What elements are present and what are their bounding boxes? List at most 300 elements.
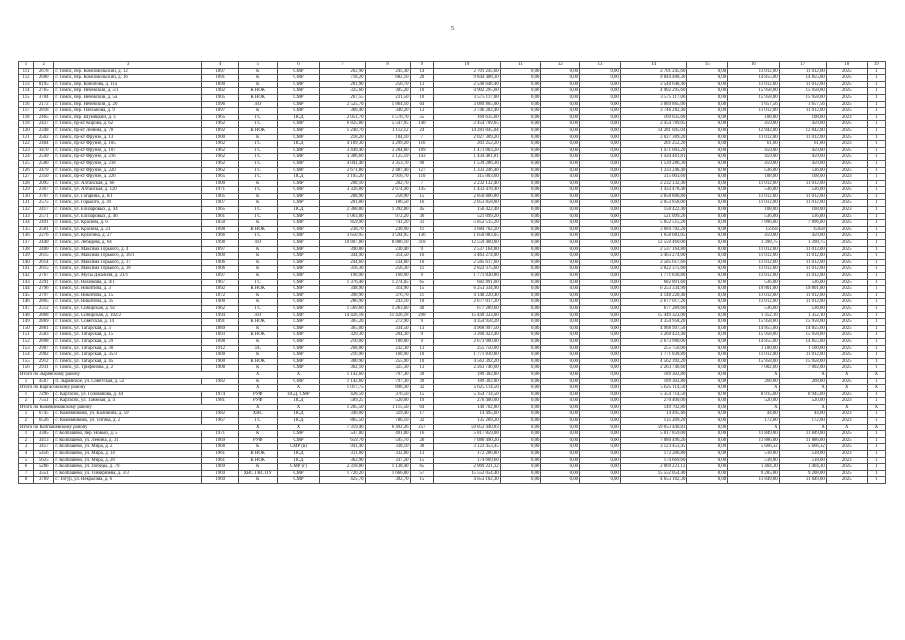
table-cell: 1965: [202, 207, 238, 214]
table-cell: 0,00: [541, 299, 580, 306]
table-cell: 6 253 334,90: [434, 286, 501, 293]
table-cell: ЛО: [238, 312, 277, 319]
table-cell: 0,00: [687, 378, 728, 385]
table-cell: 0,00: [500, 226, 541, 233]
table-cell: 0,00: [500, 391, 541, 398]
table-cell: 111: [19, 68, 34, 75]
table-cell: г. Колпашево, ул. Мира, д. 2: [54, 444, 202, 451]
table-cell: 0,00: [541, 398, 580, 405]
table-cell: 0,00: [687, 127, 728, 134]
table-cell: г. Томск, пер. Нечевский, д. 20: [54, 101, 202, 108]
table-cell: 0,00: [687, 279, 728, 286]
table-cell: 1 376,40: [320, 279, 365, 286]
table-cell: К: [238, 266, 277, 273]
table-cell: 0,00: [687, 193, 728, 200]
table-cell: 1: [867, 154, 885, 161]
table-cell: СМР: [277, 180, 320, 187]
table-cell: 169 635,60: [434, 114, 501, 121]
table-row: [19, 477, 886, 484]
table-cell: ПСД, СМР: [277, 391, 320, 398]
table-cell: 14 855,00: [779, 338, 826, 345]
table-cell: 2023: [826, 207, 867, 214]
table-cell: 2367: [34, 187, 54, 194]
table-cell: 115: [19, 94, 34, 101]
table-cell: 3 089 865,00: [434, 101, 501, 108]
table-cell: 0,00: [687, 174, 728, 181]
table-cell: 11 849,00: [728, 431, 780, 438]
table-cell: г. Колпашево, ул. Мира, д. 14: [54, 451, 202, 458]
table-cell: 0,00: [580, 312, 621, 319]
table-cell: 150 422,40: [620, 207, 687, 214]
table-cell: г. Томск, пр-кт Фрунзе, д. 105: [54, 141, 202, 148]
table-row: [19, 187, 886, 194]
table-cell: 11 012,00: [779, 352, 826, 359]
table-cell: 0,00: [500, 246, 541, 253]
table-cell: 180,00: [365, 338, 410, 345]
table-cell: 0,00: [580, 365, 621, 372]
table-cell: 0,00: [541, 345, 580, 352]
table-cell: К: [238, 246, 277, 253]
table-cell: 1891: [202, 75, 238, 82]
table-cell: 0,00: [541, 404, 580, 411]
table-cell: г. Томск, пр-кт Кирова, д. 62: [54, 121, 202, 128]
table-cell: Итого по Зырянскому району: [19, 371, 239, 378]
table-cell: п. Зырянское, ул. Советская, д. 52: [54, 378, 202, 385]
table-cell: 44,00: [779, 411, 826, 418]
table-cell: 0,00: [541, 134, 580, 141]
table-cell: СМР: [277, 378, 320, 385]
table-cell: 1 017,75: [320, 385, 365, 392]
table-cell: 0,00: [541, 246, 580, 253]
table-cell: 3 089 865,00: [620, 101, 687, 108]
table-cell: 1961: [202, 451, 238, 458]
table-cell: ГС: [238, 147, 277, 154]
table-cell: 11 012,00: [779, 180, 826, 187]
table-cell: 1 771 830,80: [434, 352, 501, 359]
table-cell: 0,00: [687, 385, 728, 392]
table-cell: 1891: [202, 319, 238, 326]
table-row: [19, 147, 886, 154]
table-cell: 0,00: [687, 213, 728, 220]
table-cell: СМР: [277, 352, 320, 359]
table-cell: 0,00: [541, 88, 580, 95]
table-cell: с. Каргасок, ул. Таежная, д. 4: [54, 398, 202, 405]
table-cell: 4 562 392,20: [434, 358, 501, 365]
table-cell: 13: [410, 451, 434, 458]
table-row: [19, 233, 886, 240]
table-cell: 4 354 958,20: [620, 319, 687, 326]
table-cell: ГС: [238, 154, 277, 161]
table-cell: 305,20: [365, 88, 410, 95]
table-cell: СМР: [277, 431, 320, 438]
table-cell: 1969: [202, 437, 238, 444]
table-cell: 1: [867, 253, 885, 260]
table-cell: 0,00: [687, 352, 728, 359]
table-cell: 2023: [826, 398, 867, 405]
table-cell: 1 352,10: [728, 312, 780, 319]
table-cell: 0,00: [687, 160, 728, 167]
table-cell: 0,00: [500, 240, 541, 247]
table-cell: 231,50: [365, 94, 410, 101]
table-cell: Х: [779, 385, 826, 392]
table-cell: 12 842,00: [779, 127, 826, 134]
table-cell: 1: [867, 411, 885, 418]
table-cell: 0,00: [500, 141, 541, 148]
table-cell: 1 100,00: [779, 345, 826, 352]
table-cell: 15: [410, 391, 434, 398]
table-cell: 0,00: [500, 404, 541, 411]
table-cell: 0,00: [580, 319, 621, 326]
table-cell: 425,70: [320, 477, 365, 484]
table-cell: 0,00: [687, 398, 728, 405]
table-cell: СМР: [277, 246, 320, 253]
table-cell: 11 849,00: [728, 477, 780, 484]
table-cell: 1906: [202, 259, 238, 266]
table-cell: 32: [410, 418, 434, 425]
table-cell: 2 822 375,60: [434, 266, 501, 273]
table-cell: 5625: [34, 457, 54, 464]
table-cell: 1962: [202, 141, 238, 148]
table-cell: 0,00: [687, 345, 728, 352]
table-cell: 1: [867, 134, 885, 141]
table-cell: 0,00: [541, 121, 580, 128]
table-cell: 1: [867, 437, 885, 444]
table-cell: 2427: [34, 121, 54, 128]
table-cell: 8 915,00: [728, 391, 780, 398]
table-cell: 1 240,70: [320, 127, 365, 134]
table-cell: 2912: [34, 358, 54, 365]
table-cell: СМР: [277, 75, 320, 82]
table-cell: Итого по Каргасокскому району: [19, 385, 239, 392]
table-cell: 0,00: [541, 226, 580, 233]
table-cell: 13: [410, 81, 434, 88]
table-cell: 149: [19, 319, 34, 326]
table-cell: 459,00: [779, 233, 826, 240]
table-cell: 1897: [202, 246, 238, 253]
table-cell: 2025: [826, 160, 867, 167]
table-cell: 2025: [826, 332, 867, 339]
table-cell: 7 896,00: [779, 220, 826, 227]
table-cell: 14 426,18: [320, 312, 365, 319]
table-cell: г. Томск, пр-кт Ленина, д. 70: [54, 127, 202, 134]
table-cell: 61,00: [728, 141, 780, 148]
table-row: [19, 134, 886, 141]
table-cell: 268,00: [320, 345, 365, 352]
table-cell: 338,10: [365, 444, 410, 451]
table-cell: 14 495,60: [620, 411, 687, 418]
table-cell: 0,00: [687, 220, 728, 227]
table-cell: СМР: [277, 127, 320, 134]
table-cell: 2025: [826, 444, 867, 451]
table-cell: 0,00: [580, 187, 621, 194]
table-cell: 1 657,56: [728, 101, 780, 108]
table-cell: 390,80: [320, 246, 365, 253]
table-cell: 2025: [826, 134, 867, 141]
table-cell: СМР: [277, 213, 320, 220]
table-cell: 153: [19, 345, 34, 352]
table-cell: 0,00: [500, 127, 541, 134]
table-cell: 0,00: [580, 404, 621, 411]
table-cell: 38: [410, 444, 434, 451]
table-cell: 136: [410, 233, 434, 240]
table-cell: 2025: [826, 299, 867, 306]
table-cell: 138: [19, 246, 34, 253]
table-cell: 0,00: [580, 398, 621, 405]
table-cell: К НОК: [238, 127, 277, 134]
table-cell: 1: [867, 220, 885, 227]
table-cell: К: [238, 134, 277, 141]
table-cell: 255,90: [365, 358, 410, 365]
table-cell: 0,00: [580, 81, 621, 88]
table-cell: 1968: [202, 444, 238, 451]
table-cell: 172 286,80: [434, 451, 501, 458]
table-cell: 11 012,00: [728, 266, 780, 273]
table-cell: 0,00: [541, 147, 580, 154]
table-cell: 2025: [826, 470, 867, 477]
table-cell: 3551: [34, 470, 54, 477]
table-cell: 0,00: [687, 75, 728, 82]
table-cell: 0,00: [580, 477, 621, 484]
table-cell: 0,00: [687, 259, 728, 266]
table-row: [19, 193, 886, 200]
table-cell: 2025: [826, 391, 867, 398]
table-cell: 6 253 334,90: [620, 286, 687, 293]
table-cell: 1: [867, 141, 885, 148]
table-cell: 315 003,60: [620, 174, 687, 181]
table-cell: 0,00: [500, 193, 541, 200]
table-cell: 2025: [826, 273, 867, 280]
table-cell: 2869: [34, 319, 54, 326]
table-cell: 1981: [202, 398, 238, 405]
table-cell: 0,00: [687, 292, 728, 299]
table-cell: 2025: [826, 365, 867, 372]
table-cell: К НОК: [238, 286, 277, 293]
table-cell: 116: [19, 101, 34, 108]
table-cell: 1: [867, 279, 885, 286]
table-cell: 547,00: [320, 431, 365, 438]
table-cell: 5456: [34, 451, 54, 458]
table-cell: СМР: [277, 312, 320, 319]
table-cell: 682,10: [365, 75, 410, 82]
table-cell: 258,90: [365, 193, 410, 200]
table-cell: 0,00: [580, 345, 621, 352]
table-cell: 152: [19, 338, 34, 345]
table-cell: 9: [410, 319, 434, 326]
table-cell: 1: [867, 193, 885, 200]
table-cell: 2491: [34, 220, 54, 227]
table-cell: г. Томск, ул. Лебедева, д. 64: [54, 240, 202, 247]
table-cell: г. Томск, ул. Нахимова, д. 4/1: [54, 279, 202, 286]
table-cell: 0,00: [500, 312, 541, 319]
table-cell: 148: [19, 312, 34, 319]
table-row: [19, 81, 886, 88]
table-cell: 59 053 440,83: [620, 424, 687, 431]
table-row: [19, 444, 886, 451]
table-cell: 0,00: [580, 88, 621, 95]
table-cell: 140: [410, 121, 434, 128]
table-cell: 325,30: [365, 365, 410, 372]
table-cell: 3 746 282,40: [434, 108, 501, 115]
table-cell: 3 123 453,45: [620, 444, 687, 451]
table-cell: К: [238, 253, 277, 260]
table-cell: 1: [867, 187, 885, 194]
table-cell: 0,00: [500, 160, 541, 167]
table-cell: 0,00: [580, 147, 621, 154]
table-cell: г. Томск, ул. Татарская, д. 29: [54, 338, 202, 345]
table-cell: 2818: [34, 108, 54, 115]
table-cell: 1892: [202, 127, 238, 134]
table-cell: 0,00: [687, 154, 728, 161]
district-total-row: [19, 371, 886, 378]
table-cell: 0,00: [580, 352, 621, 359]
table-cell: К НОК: [238, 332, 277, 339]
table-cell: 1 063,00: [320, 213, 365, 220]
table-cell: 2580: [34, 160, 54, 167]
table-cell: 12 559 460,00: [434, 240, 501, 247]
table-cell: 108,00: [728, 174, 780, 181]
column-number-row: [19, 62, 886, 69]
table-cell: СМР: [277, 332, 320, 339]
table-cell: 340,00: [320, 411, 365, 418]
table-cell: 11 012,00: [779, 273, 826, 280]
table-cell: 7 002,00: [779, 365, 826, 372]
table-cell: 0,00: [580, 180, 621, 187]
table-cell: 189 302,80: [434, 378, 501, 385]
table-cell: 15 958,00: [779, 94, 826, 101]
table-cell: 174 669,60: [620, 457, 687, 464]
table-cell: г. Томск, ул. Максима Горького, д. 18: [54, 266, 202, 273]
table-cell: 1 274,05: [365, 279, 410, 286]
table-cell: 0,00: [580, 391, 621, 398]
table-cell: 682 891,60: [620, 279, 687, 286]
table-cell: 140: [19, 259, 34, 266]
table-cell: 11 012,00: [728, 273, 780, 280]
table-cell: 11 012,00: [779, 292, 826, 299]
table-cell: 0,00: [580, 279, 621, 286]
table-cell: 1893: [202, 332, 238, 339]
table-cell: 139: [19, 253, 34, 260]
table-cell: 18: [410, 299, 434, 306]
table-cell: 0,00: [500, 352, 541, 359]
table-cell: 4 968 997,50: [620, 325, 687, 332]
table-cell: 7: [320, 62, 365, 69]
table-cell: 16: [410, 253, 434, 260]
table-cell: 114: [19, 88, 34, 95]
table-cell: 2025: [826, 358, 867, 365]
table-cell: 1 142,60: [320, 371, 365, 378]
table-cell: 0,00: [580, 266, 621, 273]
table-cell: СМР: [277, 273, 320, 280]
table-cell: 0,00: [580, 253, 621, 260]
table-cell: 44,00: [728, 411, 780, 418]
table-cell: 0,00: [541, 477, 580, 484]
table-cell: 6745: [34, 411, 54, 418]
table-cell: 1: [867, 174, 885, 181]
table-cell: 797,30: [365, 371, 410, 378]
table-cell: 1 263,60: [365, 305, 410, 312]
table-cell: ГС: [238, 213, 277, 220]
table-cell: 1: [867, 121, 885, 128]
table-cell: 1: [867, 101, 885, 108]
table-cell: 0,00: [687, 266, 728, 273]
district-total-row: [19, 404, 886, 411]
table-row: [19, 325, 886, 332]
table-cell: 0,00: [687, 286, 728, 293]
table-cell: 1969: [202, 477, 238, 484]
table-cell: г. Томск, пр-кт Фрунзе, д. 218: [54, 160, 202, 167]
table-cell: 13: [410, 345, 434, 352]
table-cell: 160,90: [365, 352, 410, 359]
table-cell: 1: [867, 312, 885, 319]
table-cell: ГС: [238, 174, 277, 181]
table-cell: 31: [410, 220, 434, 227]
table-cell: 1 650 083,05: [434, 233, 501, 240]
table-cell: К: [238, 431, 277, 438]
table-cell: 32: [410, 385, 434, 392]
table-cell: 135 209,20: [620, 418, 687, 425]
table-cell: ГС: [238, 233, 277, 240]
table-cell: 1900: [202, 180, 238, 187]
table-cell: 1889: [202, 325, 238, 332]
table-cell: 2: [34, 62, 54, 69]
table-cell: 2 540 648,40: [434, 81, 501, 88]
table-cell: 0,00: [541, 108, 580, 115]
table-cell: 0,00: [541, 424, 580, 431]
table-row: [19, 154, 886, 161]
table-cell: 201 252,20: [620, 141, 687, 148]
table-cell: 8: [365, 62, 410, 69]
table-cell: 5286: [34, 464, 54, 471]
table-cell: 14 495,60: [434, 411, 501, 418]
table-cell: 0,00: [500, 444, 541, 451]
table-cell: 1982: [202, 411, 238, 418]
table-cell: 2025: [826, 305, 867, 312]
table-cell: 520,00: [728, 398, 780, 405]
table-cell: 0,00: [687, 233, 728, 240]
table-cell: 1962: [202, 305, 238, 312]
table-cell: 2479: [34, 167, 54, 174]
table-cell: 3470: [34, 147, 54, 154]
table-cell: 2350: [34, 174, 54, 181]
table-cell: 2 525,70: [320, 101, 365, 108]
table-cell: 0,00: [687, 437, 728, 444]
table-cell: 0,00: [687, 253, 728, 260]
table-cell: 521 099,20: [620, 213, 687, 220]
table-cell: Х: [728, 385, 780, 392]
table-cell: 0,00: [541, 358, 580, 365]
table-cell: 36: [410, 213, 434, 220]
table-cell: 11 012,00: [779, 200, 826, 207]
table-cell: 1872: [202, 292, 238, 299]
table-cell: СМР: [277, 338, 320, 345]
table-cell: 131: [19, 200, 34, 207]
table-cell: 1: [867, 75, 885, 82]
table-cell: К: [238, 81, 277, 88]
table-cell: 0,00: [500, 213, 541, 220]
table-cell: 1971: [202, 187, 238, 194]
table-cell: 108,00: [728, 114, 780, 121]
table-cell: 2: [19, 418, 34, 425]
table-cell: 329,40: [365, 411, 410, 418]
table-cell: г. Томск, ул. Никитина, д. 15: [54, 292, 202, 299]
table-cell: 0,00: [500, 68, 541, 75]
table-cell: 15: [410, 457, 434, 464]
table-cell: 15: [410, 477, 434, 484]
table-cell: 1 539 286,30: [434, 160, 501, 167]
table-cell: 2907: [34, 345, 54, 352]
table-cell: 208,10: [320, 180, 365, 187]
table-cell: К: [238, 365, 277, 372]
